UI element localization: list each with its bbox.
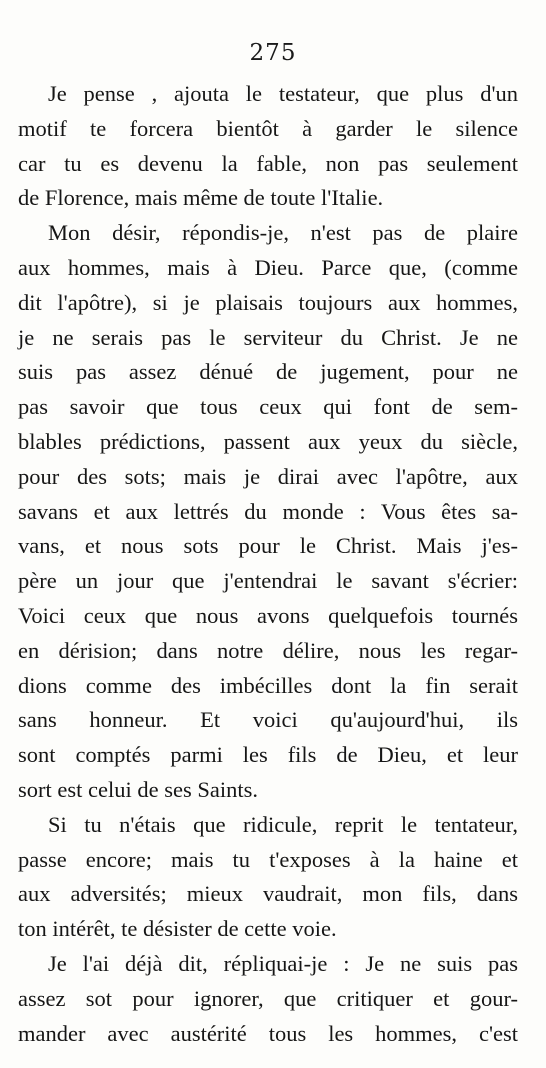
- text-line: aux adversités; mieux vaudrait, mon fils, dans: [18, 881, 518, 907]
- text-line: suis pas assez dénué de jugement, pour ne: [18, 359, 518, 385]
- text-line: ton intérêt, te désister de cette voie.: [18, 916, 337, 942]
- text-line: mander avec austérité tous les hommes, c'est: [18, 1020, 518, 1046]
- text-line: sont comptés parmi les fils de Dieu, et leur: [18, 742, 518, 768]
- text-line: Si tu n'étais que ridicule, reprit le tentateur,: [48, 811, 518, 837]
- text-line: Je pense , ajouta le testateur, que plus d'un: [48, 81, 518, 106]
- text-line: passe encore; mais tu t'exposes à la haine et: [18, 846, 518, 872]
- body-text: [18, 77, 518, 1051]
- text-line: Voici ceux que nous avons quelquefois tournés: [18, 602, 518, 628]
- text-line: sort est celui de ses Saints.: [18, 776, 258, 802]
- text-line: motif te forcera bientôt à garder le silence: [18, 115, 518, 141]
- text-line: blables prédictions, passent aux yeux du siècle,: [18, 428, 518, 454]
- text-line: vans, et nous sots pour le Christ. Mais j'es-: [18, 533, 518, 559]
- text-line: pas savoir que tous ceux qui font de sem-: [18, 394, 518, 420]
- text-line: sans honneur. Et voici qu'aujourd'hui, ils: [18, 707, 518, 733]
- text-line: car tu es devenu la fable, non pas seulement: [18, 150, 518, 176]
- text-line: en dérision; dans notre délire, nous les regar-: [18, 637, 518, 663]
- text-line: pour des sots; mais je dirai avec l'apôtre, aux: [18, 463, 518, 489]
- text-line: Je l'ai déjà dit, répliquai-je : Je ne suis pas: [48, 950, 518, 976]
- text-line: père un jour que j'entendrai le savant s'écrier:: [18, 568, 518, 594]
- text-line: aux hommes, mais à Dieu. Parce que, (comme: [18, 254, 518, 280]
- text-line: dions comme des imbécilles dont la fin serait: [18, 672, 518, 698]
- text-line: dit l'apôtre), si je plaisais toujours aux hommes,: [18, 289, 518, 315]
- text-line: savans et aux lettrés du monde : Vous êtes sa-: [18, 498, 518, 524]
- page-number: 275: [249, 40, 297, 66]
- text-line: Mon désir, répondis-je, n'est pas de plaire: [48, 220, 518, 246]
- text-line: assez sot pour ignorer, que critiquer et gour-: [18, 985, 518, 1011]
- text-line: je ne serais pas le serviteur du Christ. Je ne: [18, 324, 518, 350]
- text-line: de Florence, mais même de toute l'Italie.: [18, 185, 384, 211]
